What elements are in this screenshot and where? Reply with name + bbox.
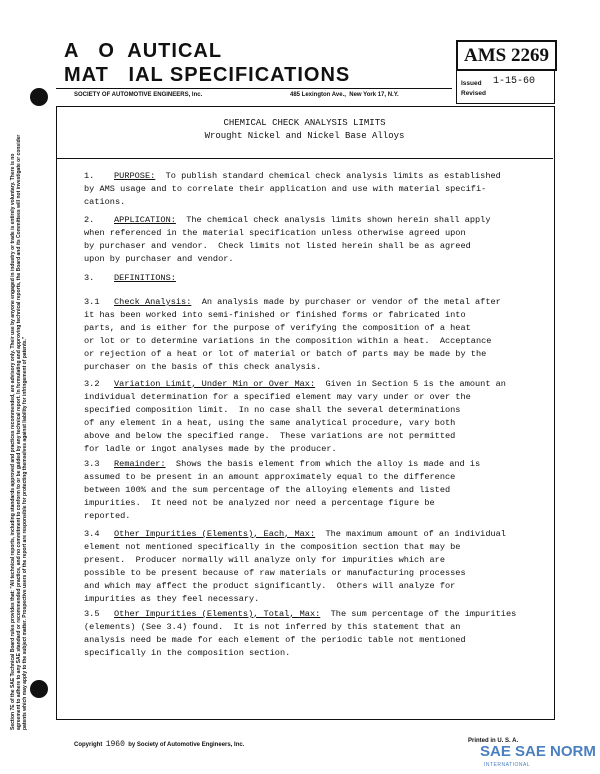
section-line: or lot or to determine variations in the composition within a heat. Acceptance <box>84 336 492 346</box>
section-line: upon by purchaser and vendor. <box>84 254 234 264</box>
section-3-2 <box>84 378 554 456</box>
section-line: and which may affect the product significantly. Others will analyze for <box>84 581 456 591</box>
punch-hole-top <box>30 88 48 106</box>
section-heading: Check Analysis: <box>114 297 192 307</box>
section-line: Shows the basis element from which the alloy is made and is <box>175 459 481 469</box>
section-line: impurities. It need not be analyzed nor need a percentage figure be <box>84 498 435 508</box>
section-heading: Other Impurities (Elements), Each, Max: <box>114 529 316 539</box>
copyright-prefix: Copyright <box>74 742 103 748</box>
title-rule <box>56 158 553 159</box>
section-line: purchaser on the basis of this check analysis. <box>84 362 322 372</box>
section-application <box>84 214 554 266</box>
section-line: above and below the specified range. These variations are not permitted <box>84 431 456 441</box>
header-title-line1: A O AUTICAL <box>64 40 223 62</box>
section-number: 2. <box>84 215 95 225</box>
header-rule <box>56 88 452 89</box>
section-heading: DEFINITIONS: <box>114 273 176 283</box>
side-notice: Section 7E of the SAE Technical Board rules provides that: "All technical reports, including standards approved and practices recommended, are advisory only. Their use by anyone engaged in industry or trade is entirely voluntary. There is no agreement to adhere to any SAE standard or recommended practice, and no commitment to conform to or be guided by any technical report. In formulating and approving technical reports, the Board and its Committees will not investigate or consider patents which may apply to the subject matter. Prospective users of the report are responsible for protecting themselves against liability for infringement of patents." <box>10 134 29 730</box>
section-line: assumed to be present in an amount approximately equal to the difference <box>84 472 456 482</box>
section-heading: PURPOSE: <box>114 171 156 181</box>
section-line: or rejection of a heat or lot of material or batch of parts may be made by the <box>84 349 487 359</box>
section-number: 3.2 <box>84 379 100 389</box>
issued-date: 1-15-60 <box>493 76 536 87</box>
issued-label: Issued <box>461 80 482 87</box>
section-number: 3.3 <box>84 459 100 469</box>
section-definitions <box>84 272 554 285</box>
section-line: analysis need be made for each element of the periodic table not mentioned <box>84 635 466 645</box>
section-line: specified composition limit. In no case shall the several determinations <box>84 405 461 415</box>
section-line: The sum percentage of the impurities <box>330 609 517 619</box>
section-heading: APPLICATION: <box>114 215 176 225</box>
section-line: To publish standard chemical check analysis limits as established <box>165 171 501 181</box>
section-line: The maximum amount of an individual <box>325 529 506 539</box>
section-line: reported. <box>84 511 131 521</box>
watermark-subtext: INTERNATIONAL <box>484 762 531 768</box>
watermark-logo: SAE SAE NORM <box>480 743 596 760</box>
revised-label: Revised <box>461 90 486 97</box>
section-purpose <box>84 170 554 209</box>
section-number: 3.5 <box>84 609 100 619</box>
section-line: specifically in the composition section. <box>84 648 291 658</box>
section-line: possible to be present because of raw materials or manufacturing processes <box>84 568 466 578</box>
section-line: An analysis made by purchaser or vendor of the metal after <box>201 297 501 307</box>
section-line: (elements) (See 3.4) found. It is not inferred by this statement that an <box>84 622 461 632</box>
copyright-year: 1960 <box>105 740 125 749</box>
section-number: 3. <box>84 273 95 283</box>
printed-in: Printed in U. S. A. <box>468 738 519 744</box>
section-line: impurities as they feel necessary. <box>84 594 260 604</box>
section-line: for ladle or ingot analyses made by the producer. <box>84 444 337 454</box>
section-heading: Remainder: <box>114 459 166 469</box>
section-line: it has been worked into semi-finished or finished forms or fabricated into <box>84 310 466 320</box>
copyright-suffix: by Society of Automotive Engineers, Inc. <box>128 742 245 748</box>
section-line: present. Producer normally will analyze only for impurities which are <box>84 555 445 565</box>
section-number: 3.1 <box>84 297 100 307</box>
section-3-1 <box>84 296 554 374</box>
copyright <box>74 740 244 749</box>
section-line: The chemical check analysis limits shown herein shall apply <box>186 215 491 225</box>
section-line: Given in Section 5 is the amount an <box>325 379 506 389</box>
society-address: 485 Lexington Ave., New York 17, N.Y. <box>290 92 399 98</box>
section-line: by AMS usage and to correlate their application and use with material specifi- <box>84 184 487 194</box>
section-line: parts, and is either for the purpose of verifying the composition of a heat <box>84 323 471 333</box>
section-number: 1. <box>84 171 95 181</box>
section-line: by purchaser and vendor. Check limits not listed herein shall be as agreed <box>84 241 471 251</box>
section-3-4 <box>84 528 554 606</box>
document-subtitle: Wrought Nickel and Nickel Base Alloys <box>204 131 405 141</box>
section-line: cations. <box>84 197 126 207</box>
issue-box <box>456 69 555 104</box>
section-heading: Other Impurities (Elements), Total, Max: <box>114 609 321 619</box>
section-number: 3.4 <box>84 529 100 539</box>
header-title-line2: MAT IAL SPECIFICATIONS <box>64 64 351 86</box>
society-name: SOCIETY OF AUTOMOTIVE ENGINEERS, Inc. <box>74 92 203 98</box>
document-title: CHEMICAL CHECK ANALYSIS LIMITS <box>223 118 386 128</box>
section-3-5 <box>84 608 554 660</box>
section-line: of any element in a heat, using the same analytical procedure, vary both <box>84 418 456 428</box>
section-heading: Variation Limit, Under Min or Over Max: <box>114 379 316 389</box>
section-line: element not mentioned specifically in the composition section that may be <box>84 542 461 552</box>
section-line: individual determination for a specified element may vary under or over the <box>84 392 471 402</box>
section-line: between 100% and the sum percentage of the alloying elements and listed <box>84 485 451 495</box>
spec-number: AMS 2269 <box>456 40 557 71</box>
section-3-3 <box>84 458 554 523</box>
section-line: when referenced in the material specification unless otherwise agreed upon <box>84 228 466 238</box>
